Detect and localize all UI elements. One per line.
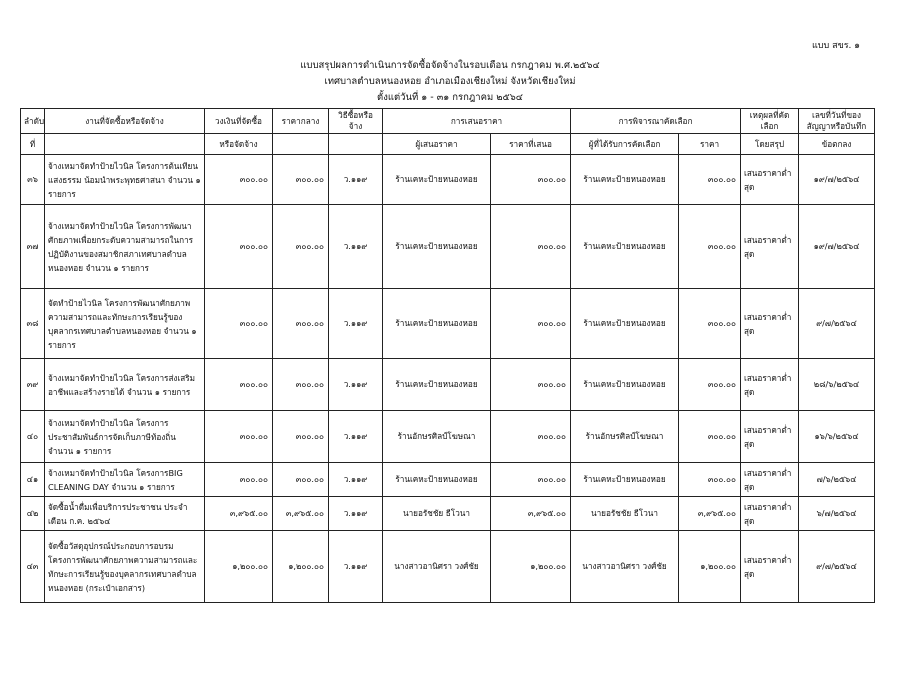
table-row: [21, 531, 875, 603]
row-median: ๓๐๐.๐๐: [273, 359, 329, 411]
row-budget: ๑,๒๐๐.๐๐: [205, 531, 273, 603]
row-item: จ้างเหมาจัดทำป้ายไวนิล โครงการประชาสัมพันธ์การจัดเก็บภาษีท้องถิ่น จำนวน ๑ รายการ: [45, 411, 205, 463]
row-reason: เสนอราคาต่ำสุด: [741, 463, 799, 497]
row-item: จัดทำป้ายไวนิล โครงการพัฒนาศักยภาพความสามารถและทักษะการเรียนรู้ของบุคลากรเทศบาลตำบลหนองหอย จำนวน ๑ รายการ: [45, 289, 205, 359]
row-no: ๔๓: [21, 531, 45, 603]
header-select-price: ราคา: [679, 134, 741, 155]
row-bidder: นายอรัชชัย ธีโวนา: [383, 497, 491, 531]
row-median: ๓๐๐.๐๐: [273, 155, 329, 205]
row-item: จ้างเหมาจัดทำป้ายไวนิล โครงการพัฒนาศักยภาพเพื่อยกระดับความสามารถในการปฏิบัติงานของสมาชิกสภาเทศบาลตำบลหนองหอย จำนวน ๑ รายการ: [45, 205, 205, 289]
row-reason: เสนอราคาต่ำสุด: [741, 289, 799, 359]
row-winner: ร้านเคหะป้ายหนองหอย: [571, 359, 679, 411]
row-contract: ๑๙/๗/๒๕๖๔: [799, 205, 875, 289]
header-contract-line1: เลขที่วันที่ของ: [812, 110, 861, 120]
row-no: ๓๖: [21, 155, 45, 205]
table-row: [21, 289, 875, 359]
row-bidder: ร้านเคหะป้ายหนองหอย: [383, 155, 491, 205]
row-offer-price: ๓๐๐.๐๐: [491, 463, 571, 497]
row-method: ว.๑๑๙: [329, 205, 383, 289]
report-organization: เทศบาลตำบลหนองหอย อำเภอเมืองเชียงใหม่ จังหวัดเชียงใหม่: [324, 76, 576, 87]
row-median: ๓๐๐.๐๐: [273, 411, 329, 463]
report-title: แบบสรุปผลการดำเนินการจัดซื้อจัดจ้างในรอบเดือน กรกฎาคม พ.ศ.๒๕๖๔: [300, 60, 600, 71]
header-offer-price: ราคาที่เสนอ: [491, 134, 571, 155]
row-reason: เสนอราคาต่ำสุด: [741, 497, 799, 531]
row-contract: ๑๖/๖/๒๕๖๔: [799, 411, 875, 463]
form-code: แบบ สขร. ๑: [811, 41, 860, 51]
row-item: จัดซื้อวัสดุอุปกรณ์ประกอบการอบรมโครงการพัฒนาศักยภาพความสามารถและทักษะการเรียนรู้ของบุคลากรเทศบาลตำบลหนองหอย (กระเป๋าเอกสาร): [45, 531, 205, 603]
row-contract: ๒๘/๖/๒๕๖๔: [799, 359, 875, 411]
row-contract: ๙/๗/๒๕๖๔: [799, 289, 875, 359]
row-item: จ้างเหมาจัดทำป้ายไวนิล โครงการต้นเทียน แสงธรรม น้อมนำพระพุทธศาสนา จำนวน ๑ รายการ: [45, 155, 205, 205]
header-median: ราคากลาง: [273, 109, 329, 134]
row-winner: นางสาวอานิศรา วงศ์ชัย: [571, 531, 679, 603]
row-median: ๓๐๐.๐๐: [273, 205, 329, 289]
table-row: [21, 155, 875, 205]
table-row: [21, 205, 875, 289]
row-winner: ร้านเคหะป้ายหนองหอย: [571, 155, 679, 205]
row-median: ๓๐๐.๐๐: [273, 463, 329, 497]
row-bidder: ร้านเคหะป้ายหนองหอย: [383, 463, 491, 497]
row-winner: นายอรัชชัย ธีโวนา: [571, 497, 679, 531]
row-no: ๓๘: [21, 289, 45, 359]
header-budget: วงเงินที่จัดซื้อ: [205, 109, 273, 134]
row-method: ว.๑๑๙: [329, 155, 383, 205]
row-win-price: ๑,๒๐๐.๐๐: [679, 531, 741, 603]
row-bidder: นางสาวอานิศรา วงศ์ชัย: [383, 531, 491, 603]
row-method: ว.๑๑๙: [329, 463, 383, 497]
header-contract: [799, 109, 875, 134]
header-reason-2: โดยสรุป: [741, 134, 799, 155]
table-row: [21, 497, 875, 531]
row-item: จัดซื้อน้ำดื่มเพื่อบริการประชาชน ประจำเดือน ก.ค. ๒๕๖๔: [45, 497, 205, 531]
row-budget: ๓๐๐.๐๐: [205, 289, 273, 359]
row-budget: ๓๐๐.๐๐: [205, 411, 273, 463]
row-offer-price: ๑,๒๐๐.๐๐: [491, 531, 571, 603]
row-win-price: ๓๐๐.๐๐: [679, 359, 741, 411]
row-win-price: ๓๐๐.๐๐: [679, 463, 741, 497]
header-no-2: ที่: [21, 134, 45, 155]
header-item-2: [45, 134, 205, 155]
row-budget: ๓,๙๖๕.๐๐: [205, 497, 273, 531]
header-reason: เหตุผลที่คัดเลือก: [741, 109, 799, 134]
row-reason: เสนอราคาต่ำสุด: [741, 531, 799, 603]
row-item: จ้างเหมาจัดทำป้ายไวนิล โครงการส่งเสริมอาชีพและสร้างรายได้ จำนวน ๑ รายการ: [45, 359, 205, 411]
header-item: งานที่จัดซื้อหรือจัดจ้าง: [45, 109, 205, 134]
header-offer-group: การเสนอราคา: [383, 109, 571, 134]
row-median: ๓๐๐.๐๐: [273, 289, 329, 359]
row-method: ว.๑๑๙: [329, 531, 383, 603]
row-contract: ๖/๗/๒๕๖๔: [799, 497, 875, 531]
header-row-1: [21, 109, 875, 134]
row-method: ว.๑๑๙: [329, 497, 383, 531]
header-method: วิธีซื้อหรือจ้าง: [329, 109, 383, 134]
row-winner: ร้านเคหะป้ายหนองหอย: [571, 289, 679, 359]
row-reason: เสนอราคาต่ำสุด: [741, 411, 799, 463]
row-budget: ๓๐๐.๐๐: [205, 463, 273, 497]
row-median: ๓,๙๖๕.๐๐: [273, 497, 329, 531]
row-win-price: ๓๐๐.๐๐: [679, 205, 741, 289]
row-win-price: ๓๐๐.๐๐: [679, 411, 741, 463]
row-budget: ๓๐๐.๐๐: [205, 155, 273, 205]
row-offer-price: ๓,๙๖๕.๐๐: [491, 497, 571, 531]
header-no: ลำดับ: [21, 109, 45, 134]
row-contract: ๙/๗/๒๕๖๔: [799, 531, 875, 603]
row-offer-price: ๓๐๐.๐๐: [491, 155, 571, 205]
row-reason: เสนอราคาต่ำสุด: [741, 205, 799, 289]
row-no: ๔๐: [21, 411, 45, 463]
row-method: ว.๑๑๙: [329, 411, 383, 463]
row-method: ว.๑๑๙: [329, 289, 383, 359]
row-win-price: ๓,๙๖๕.๐๐: [679, 497, 741, 531]
procurement-table: [20, 108, 875, 603]
table-row: [21, 411, 875, 463]
row-offer-price: ๓๐๐.๐๐: [491, 359, 571, 411]
header-budget-2: หรือจัดจ้าง: [205, 134, 273, 155]
header-row-2: [21, 134, 875, 155]
row-bidder: ร้านเคหะป้ายหนองหอย: [383, 289, 491, 359]
row-win-price: ๓๐๐.๐๐: [679, 155, 741, 205]
table-row: [21, 463, 875, 497]
row-contract: ๑๙/๗/๒๕๖๔: [799, 155, 875, 205]
row-winner: ร้านเคหะป้ายหนองหอย: [571, 463, 679, 497]
row-no: ๓๗: [21, 205, 45, 289]
header-contract-2: ข้อตกลง: [799, 134, 875, 155]
row-contract: ๗/๖/๒๕๖๔: [799, 463, 875, 497]
header-offer-bidder: ผู้เสนอราคา: [383, 134, 491, 155]
report-period: ตั้งแต่วันที่ ๑ - ๓๑ กรกฎาคม ๒๕๖๔: [377, 92, 523, 103]
row-offer-price: ๓๐๐.๐๐: [491, 411, 571, 463]
row-no: ๔๑: [21, 463, 45, 497]
row-median: ๑,๒๐๐.๐๐: [273, 531, 329, 603]
row-win-price: ๓๐๐.๐๐: [679, 289, 741, 359]
header-select-group: การพิจารณาคัดเลือก: [571, 109, 741, 134]
row-item: จ้างเหมาจัดทำป้ายไวนิล โครงการBIG CLEANING DAY จำนวน ๑ รายการ: [45, 463, 205, 497]
header-contract-line1b: สัญญาหรือบันทึก: [806, 121, 867, 131]
row-reason: เสนอราคาต่ำสุด: [741, 155, 799, 205]
header-median-2: [273, 134, 329, 155]
row-winner: ร้านเคหะป้ายหนองหอย: [571, 205, 679, 289]
row-reason: เสนอราคาต่ำสุด: [741, 359, 799, 411]
table-row: [21, 359, 875, 411]
row-offer-price: ๓๐๐.๐๐: [491, 205, 571, 289]
header-select-winner: ผู้ที่ได้รับการคัดเลือก: [571, 134, 679, 155]
row-no: ๓๙: [21, 359, 45, 411]
row-method: ว.๑๑๙: [329, 359, 383, 411]
row-budget: ๓๐๐.๐๐: [205, 359, 273, 411]
row-offer-price: ๓๐๐.๐๐: [491, 289, 571, 359]
row-bidder: ร้านอักษรศิลป์โฆษณา: [383, 411, 491, 463]
row-bidder: ร้านเคหะป้ายหนองหอย: [383, 359, 491, 411]
row-budget: ๓๐๐.๐๐: [205, 205, 273, 289]
header-method-2: [329, 134, 383, 155]
row-winner: ร้านอักษรศิลป์โฆษณา: [571, 411, 679, 463]
row-bidder: ร้านเคหะป้ายหนองหอย: [383, 205, 491, 289]
row-no: ๔๒: [21, 497, 45, 531]
